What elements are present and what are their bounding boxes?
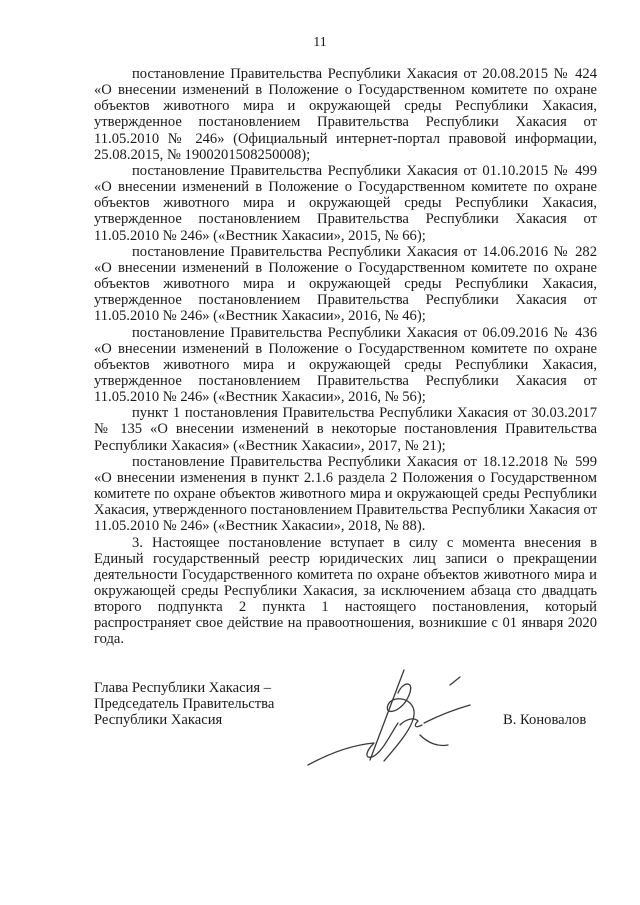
paragraph-decree-499: постановление Правительства Республики Хакасия от 01.10.2015 № 499 «О внесении изменений в Положение о Государственном комитете по охране объектов животного мира и окружающей среды Республики Хакасия, утвержденное постановлением Правительства Республики Хакасия от 11.05.2010 № 246» («Вестник Хакасии», 2015, № 66); — [94, 162, 597, 244]
document-body — [94, 66, 597, 648]
paragraph-effective-date: 3. Настоящее постановление вступает в силу с момента внесения в Единый государственный реестр юридических лиц записи о прекращении деятельности Государственного комитета по охране объектов животного мира и окружающей среды Республики Хакасия, за исключением абзаца сто двадцать второго подпункта 2 пункта 1 настоящего постановления, который распространяет свое действие на правоотношения, возникшие с 01 января 2020 года. — [94, 534, 597, 648]
page-number: 11 — [313, 35, 327, 50]
paragraph-decree-424: постановление Правительства Республики Хакасия от 20.08.2015 № 424 «О внесении изменений в Положение о Государственном комитете по охране объектов животного мира и окружающей среды Республики Хакасия, утвержденное постановлением Правительства Республики Хакасия от 11.05.2010 № 246» (Официальный интернет-портал правовой информации, 25.08.2015, № 1900201508250008); — [94, 66, 597, 163]
handwritten-signature — [300, 665, 480, 775]
signatory-title-line: Председатель Правительства — [94, 696, 275, 712]
paragraph-decree-135: пункт 1 постановления Правительства Республики Хакасия от 30.03.2017 № 135 «О внесении изменений в некоторые постановления Правительства Республики Хакасия» («Вестник Хакасии», 2017, № 21); — [94, 405, 597, 454]
paragraph-decree-282: постановление Правительства Республики Хакасия от 14.06.2016 № 282 «О внесении изменений в Положение о Государственном комитете по охране объектов животного мира и окружающей среды Республики Хакасия, утвержденное постановлением Правительства Республики Хакасия от 11.05.2010 № 246» («Вестник Хакасии», 2016, № 46); — [94, 243, 597, 325]
signatory-name: В. Коновалов — [503, 712, 587, 728]
paragraph-decree-436: постановление Правительства Республики Хакасия от 06.09.2016 № 436 «О внесении изменений в Положение о Государственном комитете по охране объектов животного мира и окружающей среды Республики Хакасия, утвержденное постановлением Правительства Республики Хакасия от 11.05.2010 № 246» («Вестник Хакасии», 2016, № 56); — [94, 324, 597, 406]
signatory-title-line: Глава Республики Хакасия – — [94, 680, 272, 696]
signatory-title-line: Республики Хакасия — [94, 712, 223, 728]
signatory-title — [94, 680, 274, 728]
paragraph-decree-599: постановление Правительства Республики Хакасия от 18.12.2018 № 599 «О внесении изменения в пункт 2.1.6 раздела 2 Положения о Государственном комитете по охране объектов животного мира и окружающей среды Республики Хакасия, утвержденного постановлением Правительства Республики Хакасия от 11.05.2010 № 246» («Вестник Хакасии», 2018, № 88). — [94, 453, 597, 535]
